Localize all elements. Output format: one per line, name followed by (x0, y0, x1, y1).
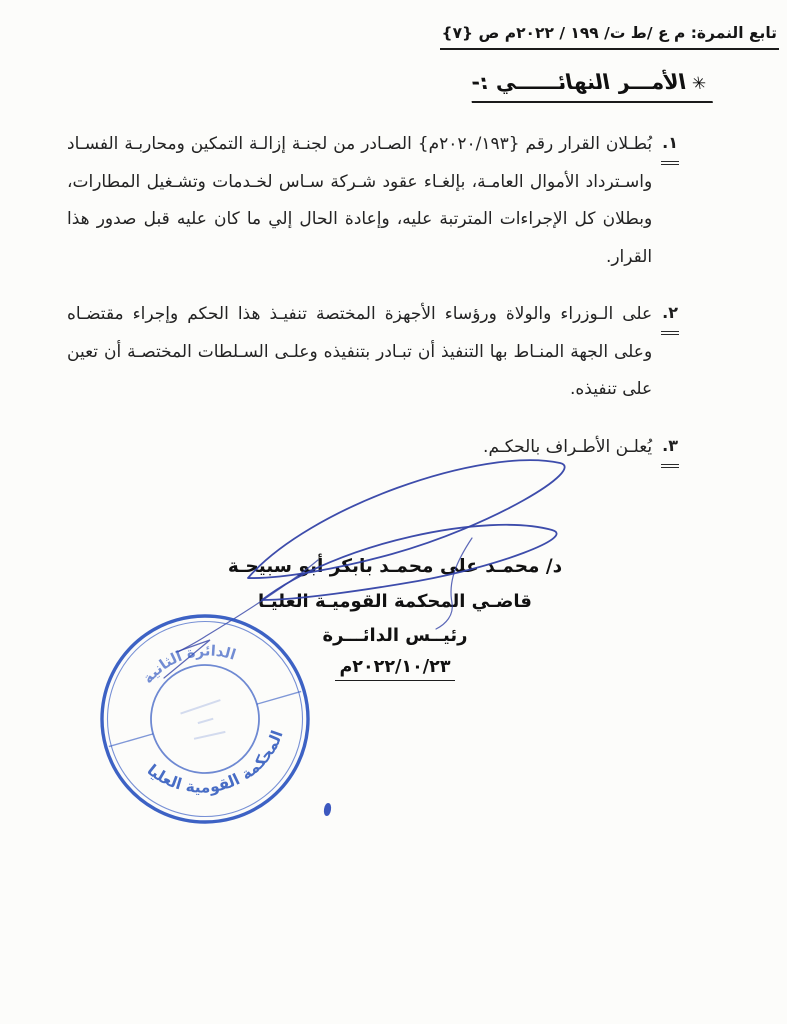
order-item-text: على الـوزراء والولاة ورؤساء الأجهزة المختصة تنفيـذ هذا الحكم وإجراء مقتضـاه وعلى الجهة المنـاط بها التنفيذ أن تبـادر بتنفيذه وعلـى السـلطات المختصـة أن تعين على تنفيذه. (67, 304, 653, 399)
asterisk-icon: ✳ (690, 74, 709, 94)
judgment-date-value: ٢٠٢٢/١٠/٢٣م (335, 657, 454, 681)
order-item-number: ١. (661, 126, 679, 165)
order-item (67, 429, 679, 468)
signature-block (215, 556, 575, 681)
judge-title: قاضـي المحكمة القوميـة العليـا (258, 591, 532, 612)
judge-name: د/ محمـد على محمـد بابكر أبو سبيحـة (227, 556, 563, 577)
order-item-number: ٢. (661, 296, 679, 335)
judge-role: رئيــس الدائـــرة (322, 625, 468, 646)
order-item-text: بُطـلان القرار رقم {٢٠٢٠/١٩٣م} الصـادر من لجنـة إزالـة التمكين ومحاربـة الفسـاد واسـترداد الأموال العامـة، بإلغـاء عقود شـركة سـاس لخـدمات وتشـغيل المطارات، وبطلان كل الإجراءات المترتبة عليه، وإعادة الحال إلي ما كان عليه قبل صدور هذا القرار. (67, 134, 653, 267)
order-item (67, 296, 679, 409)
section-title: الأمـــر النهائــــــي :- (469, 70, 689, 94)
order-item (67, 126, 679, 276)
stamp-bottom-text: المحكمة القومية العليا (143, 728, 287, 797)
judgment-date (215, 657, 575, 681)
order-item-text: يُعلـن الأطـراف بالحكـم. (483, 436, 653, 457)
ink-dot (323, 803, 332, 817)
section-title-block (466, 70, 713, 103)
final-order-list (67, 126, 679, 488)
case-reference-line: تابع النمرة: م ع /ط ت/ ١٩٩ / ٢٠٢٢م ص {٧} (440, 24, 779, 50)
order-item-number: ٣. (661, 429, 679, 468)
svg-text:المحكمة القومية العليا (141, 724, 298, 814)
stamp-top-text: الدائرة الثانية (140, 643, 238, 687)
